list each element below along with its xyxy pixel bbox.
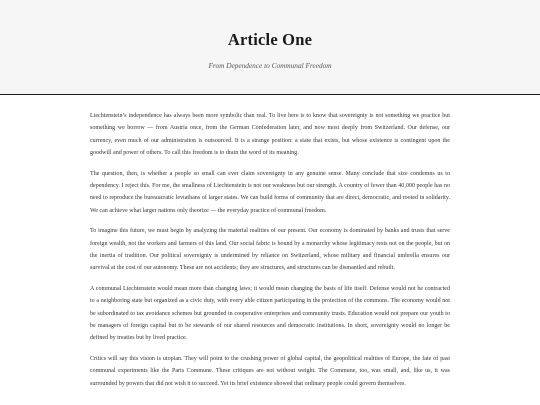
article-paragraph: Critics will say this vision is utopian. They will point to the crushing power of global capital, the geopolitical realities of Europe, the fate of past communal experiments like the Paris Commune. These critiques are not without weight. The Commune, too, was small, and, like us, it was surrounded by powers that did not wish it to succeed. Yet its brief existence showed that ordinary people could govern themselves. <box>90 356 450 387</box>
article-paragraph: Liechtenstein’s independence has always been more symbolic than real. To live here is to know that sovereignty is not something we practice but something we borrow — from Austria once, from the German Confederation later, and now most deeply from Switzerland. Our defense, our currency, even much of our administration is outsourced. It is a strange position: a state that exists, but whose existence is contingent upon the goodwill and power of others. To call this freedom is to drain the word of its meaning. <box>90 113 450 156</box>
article-paragraph: A communal Liechtenstein would mean more than changing laws; it would mean changing the basis of life itself. Defense would not be contracted to a neighboring state but organized as a civic duty, with every able citizen participating in the protection of the commons. The economy would not be subordinated to tax avoidance schemes but grounded in cooperative enterprises and community trusts. Education would not prepare our youth to be managers of foreign capital but to be stewards of our shared resources and democratic institutions. In short, sovereignty would no longer be defined by treaties but by lived practice. <box>90 286 450 342</box>
article-header <box>0 0 540 95</box>
article-body <box>90 110 450 398</box>
article-title: Article One <box>227 30 313 49</box>
article-paragraph: The question, then, is whether a people so small can ever claim sovereignty in any genuine sense. Many conclude that size condemns us to dependency. I reject this. For me, the smallness of Liechtenstein is not our weakness but our strength. A country of fewer than 40,000 people has no need to reproduce the bureaucratic leviathans of larger states. We can build forms of community that are direct, democratic, and rooted in solidarity. We can achieve what larger nations only theorize — the everyday practice of communal freedom. <box>90 170 450 214</box>
article-subtitle: From Dependence to Communal Freedom <box>208 61 332 70</box>
article-paragraph: To imagine this future, we must begin by analyzing the material realities of our present. Our economy is dominated by banks and trusts that serve foreign wealth, not the workers and farmers of this land. Our social fabric is bound by a monarchy whose legitimacy rests not on the people, but on the inertia of tradition. Our political sovereignty is undermined by reliance on Switzerland, whose military and financial umbrella ensures our survival at the cost of our autonomy. These are not accidents; they are structures, and structures can be dismantled and rebuilt. <box>90 228 450 272</box>
